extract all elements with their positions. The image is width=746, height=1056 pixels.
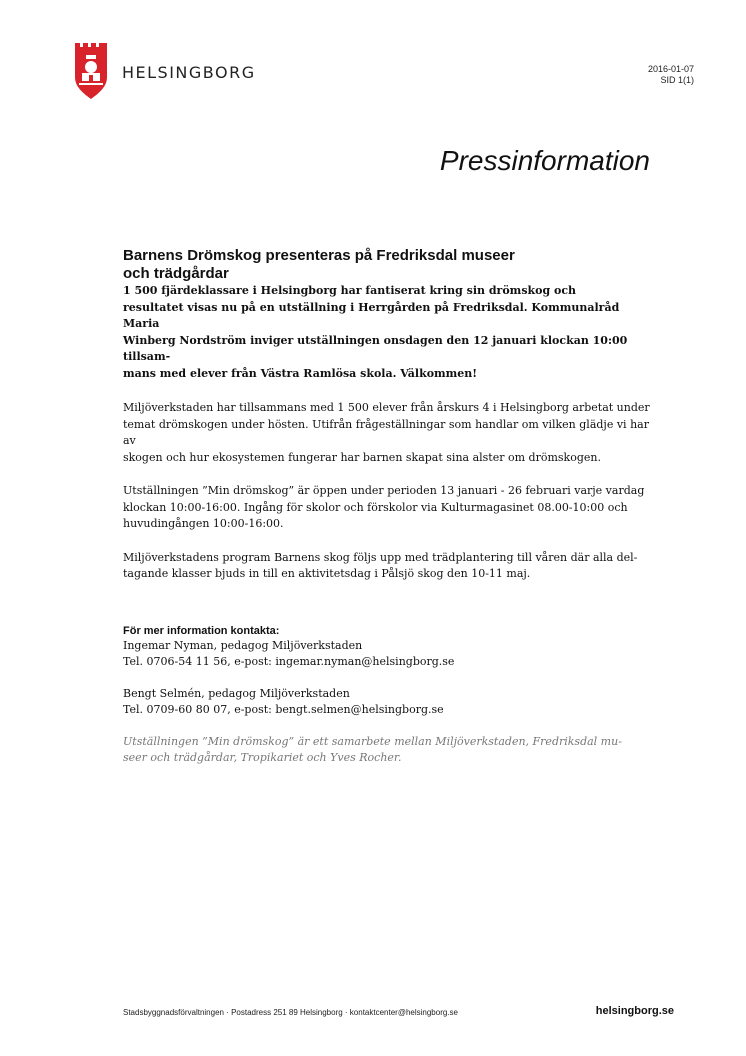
contact-2-details: Tel. 0709-60 80 07, e-post: bengt.selmen@helsingborg.se: [123, 702, 444, 716]
contact-1-details: Tel. 0706-54 11 56, e-post: ingemar.nyman@helsingborg.se: [123, 654, 455, 668]
paragraph-1: Miljöverkstaden har tillsammans med 1 500 elever från årskurs 4 i Helsingborg arbetat under temat drömskogen under hösten. Utifrån frågeställningar som handlar om vilken glädje vi har av skogen och hur ekosystemen fungerar har barnen skapat sina alster om drömskogen.: [123, 401, 650, 464]
contact-2-name: Bengt Selmén, pedagog Miljöverkstaden: [123, 686, 350, 700]
contact-1: [123, 638, 653, 670]
footer-website: helsingborg.se: [595, 1005, 674, 1017]
headline: Barnens Drömskog presenteras på Fredriksdal museer och trädgårdar: [123, 247, 515, 282]
contact-1-name: Ingemar Nyman, pedagog Miljöverkstaden: [123, 638, 363, 652]
contact-heading: För mer information kontakta:: [123, 624, 280, 637]
article-body: [123, 247, 653, 767]
closing-note: Utställningen ”Min drömskog” är ett samarbete mellan Miljöverkstaden, Fredriksdal mu- seer och trädgårdar, Tropikariet och Yves Rocher.: [123, 734, 622, 764]
brand-name: HELSINGBORG: [122, 63, 256, 82]
document-type: Pressinformation: [439, 145, 650, 176]
paragraph-3: Miljöverkstadens program Barnens skog följs upp med trädplantering till våren där alla del- tagande klasser bjuds in till en aktivitetsdag i Pålsjö skog den 10-11 maj.: [123, 550, 638, 580]
page-number: SID 1(1): [660, 75, 694, 85]
contact-2: [123, 686, 653, 718]
footer-address: Stadsbyggnadsförvaltningen · Postadress 251 89 Helsingborg · kontaktcenter@helsingborg.se: [123, 1008, 458, 1017]
document-date: 2016-01-07: [647, 64, 694, 74]
paragraph-2: Utställningen ”Min drömskog” är öppen under perioden 13 januari - 26 februari varje vardag klockan 10:00-16:00. Ingång för skolor och förskolor via Kulturmagasinet 08.00-10:00 och huvudingången 10:00-16:00.: [123, 484, 645, 530]
helsingborg-crest-icon: [74, 43, 108, 99]
lead-paragraph: 1 500 fjärdeklassare i Helsingborg har fantiserat kring sin drömskog och resultatet visas nu på en utställning i Herrgården på Fredriksdal. Kommunalråd Maria Winberg Nordström inviger utställningen onsdagen den 12 januari klockan 10:00 tillsam- mans med elever från Västra Ramlösa skola. Välkommen!: [123, 284, 628, 380]
document-meta: [648, 64, 694, 86]
